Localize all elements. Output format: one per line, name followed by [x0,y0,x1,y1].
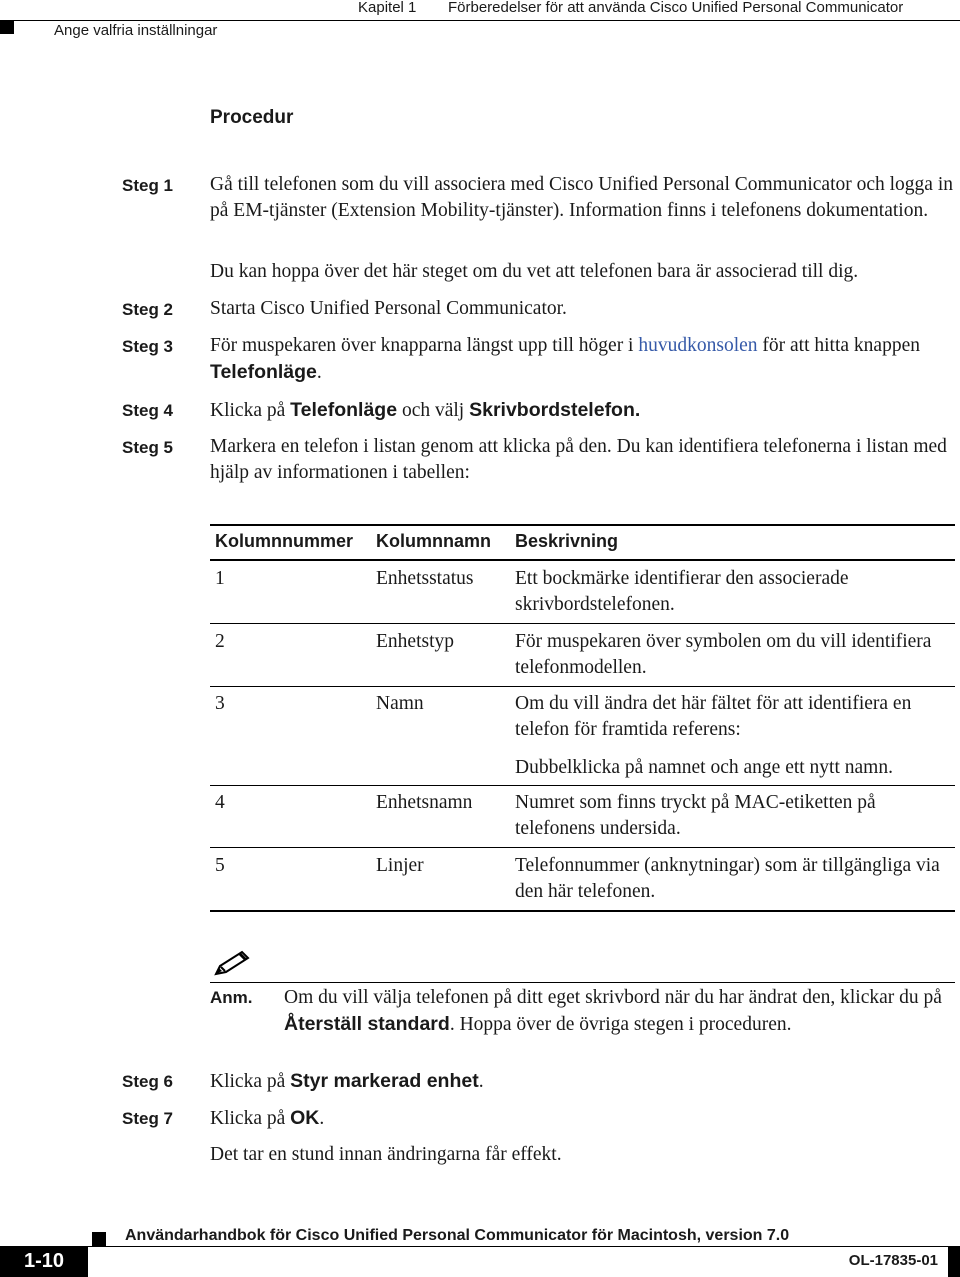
step-5-text: Markera en telefon i listan genom att klicka på den. Du kan identifiera telefonerna i listan med hjälp av informationen i tabellen: [210,436,947,483]
footer-rule [0,1246,960,1247]
note-text: Om du vill välja telefonen på ditt eget skrivbord när du har ändrat den, klickar du på Återställ standard. Hoppa över de övriga stegen i proceduren. [284,987,942,1035]
table-row-divider [210,623,955,624]
step-label-1: Steg 1 [122,176,174,195]
header-section: Ange valfria inställningar [54,22,218,39]
table-header-description: Beskrivning [515,531,619,551]
step-label-7: Steg 7 [122,1109,174,1128]
table-header-rule [210,559,955,561]
step-label-4: Steg 4 [122,401,174,420]
footer-book-title: Användarhandbok för Cisco Unified Personal Communicator för Macintosh, version 7.0 [125,1227,790,1244]
procedure-title: Procedur [210,107,294,128]
table-row-divider [210,785,955,786]
step-label-6: Steg 6 [122,1072,174,1091]
table-row-divider [210,847,955,848]
page-number: 1-10 [0,1246,88,1277]
footer-end-marker [948,1246,960,1277]
step-4-text: Klicka på Telefonläge och välj Skrivbordstelefon. [210,399,641,421]
step-1-text: Gå till telefonen som du vill associera med Cisco Unified Personal Communicator och logga in på EM-tjänster (Extension Mobility-tjänster). Information finns i telefonens dokumentation. [210,174,954,221]
header-chapter-title: Förberedelser för att använda Cisco Unified Personal Communicator [448,0,904,16]
step-label-2: Steg 2 [122,300,174,319]
note-rule [210,982,955,983]
main-console-link[interactable]: huvudkonsolen [638,335,758,356]
header-chapter: Kapitel 1 [358,0,417,16]
doc-number: OL-17835-01 [848,1252,938,1269]
step-1-extra: Du kan hoppa över det här steget om du vet att telefonen bara är associerad till dig. [210,261,859,282]
table-bottom-rule [210,910,955,912]
step-3-text: För muspekaren över knapparna längst upp till höger i huvudkonsolen för att hitta knappen Telefonläge. [210,335,920,383]
table-top-rule [210,524,955,526]
table-row-divider [210,686,955,687]
step-label-5: Steg 5 [122,438,174,457]
footer-marker [92,1232,106,1246]
table-header-number: Kolumnnummer [215,531,354,551]
step-6-text: Klicka på Styr markerad enhet. [210,1070,484,1092]
pencil-icon [212,948,252,985]
step-label-3: Steg 3 [122,337,174,356]
table-header-name: Kolumnnamn [376,531,491,551]
note-label: Anm. [210,988,253,1007]
step-7-text: Klicka på OK. [210,1107,325,1129]
header-rule [0,20,960,21]
header-marker [0,20,14,34]
step-2-text: Starta Cisco Unified Personal Communicator. [210,298,567,319]
step-7-extra: Det tar en stund innan ändringarna får effekt. [210,1144,562,1165]
